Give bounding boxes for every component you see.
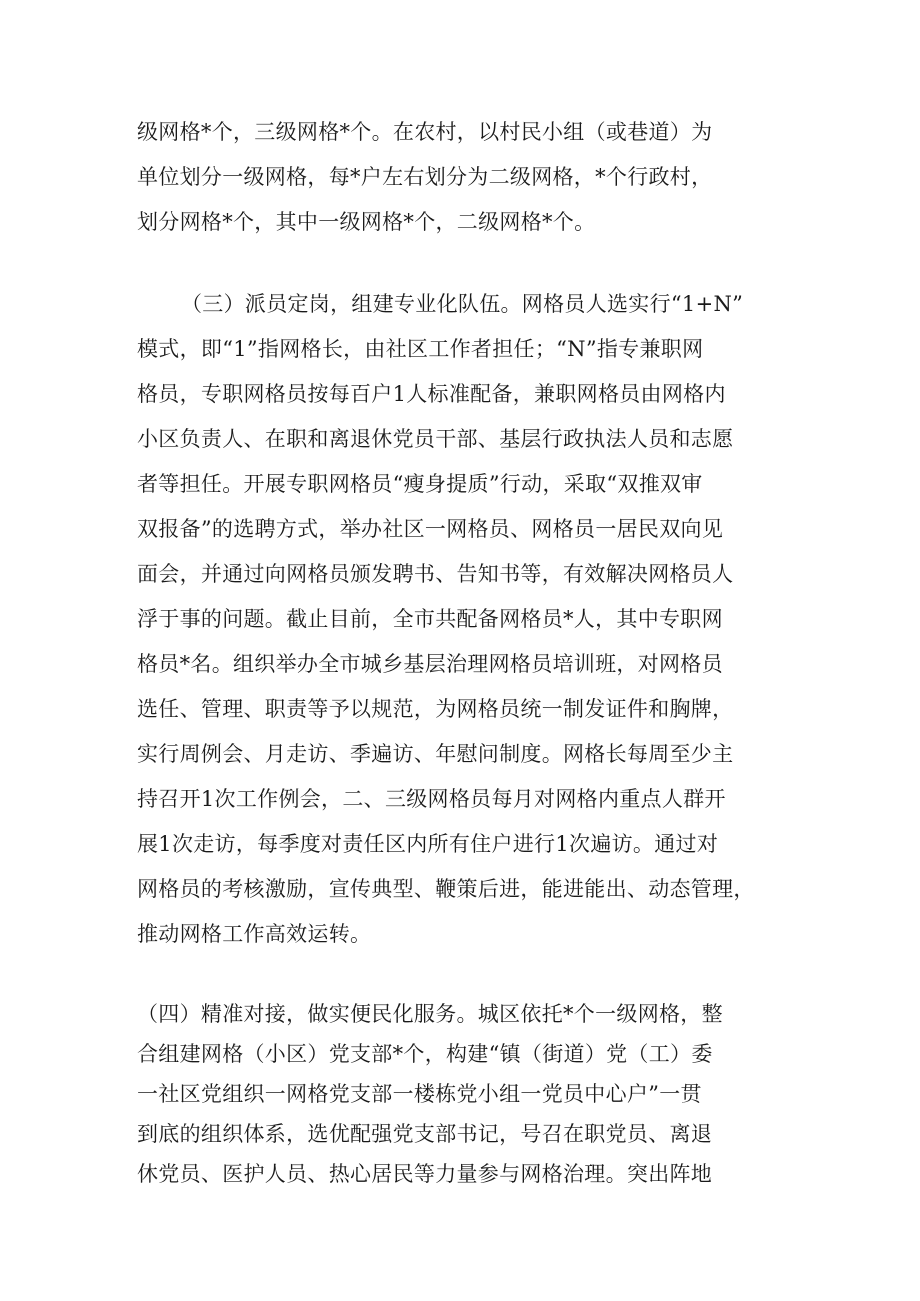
paragraph-line: 格员，专职网格员按每百户1人标准配备，兼职网格员由网格内 [137, 382, 726, 406]
paragraph-line: 单位划分一级网格，每*户左右划分为二级网格，*个行政村， [137, 165, 713, 189]
paragraph-line: 推动网格工作高效运转。 [137, 922, 372, 946]
paragraph-line: 双报备”的选聘方式，举办社区一网格员、网格员一居民双向见 [137, 517, 724, 541]
paragraph-line: 级网格*个，三级网格*个。在农村，以村民小组（或巷道）为 [137, 120, 713, 144]
paragraph-line: （四）精准对接，做实便民化服务。城区依托*个一级网格，整 [137, 1002, 723, 1026]
paragraph-line: 网格员的考核激励，宣传典型、鞭策后进，能进能出、动态管理， [137, 877, 755, 901]
paragraph-line: 划分网格*个，其中一级网格*个，二级网格*个。 [137, 210, 596, 234]
paragraph-line: 持召开1次工作例会，二、三级网格员每月对网格内重点人群开 [137, 787, 726, 811]
paragraph-line: 模式，即“1”指网格长，由社区工作者担任；“N”指专兼职网 [137, 337, 704, 361]
paragraph-line: 到底的组织体系，选优配强党支部书记，号召在职党员、离退 [137, 1122, 713, 1146]
paragraph-line: 选任、管理、职责等予以规范，为网格员统一制发证件和胸牌， [137, 697, 734, 721]
paragraph-line: （三）派员定岗，组建专业化队伍。网格员人选实行“1+N” [181, 292, 744, 316]
paragraph-line: 浮于事的问题。截止目前，全市共配备网格员*人，其中专职网 [137, 607, 723, 631]
paragraph-line: 实行周例会、月走访、季遍访、年慰问制度。网格长每周至少主 [137, 742, 734, 766]
paragraph-line: 格员*名。组织举办全市城乡基层治理网格员培训班，对网格员 [137, 652, 723, 676]
paragraph-line: 小区负责人、在职和离退休党员干部、基层行政执法人员和志愿 [137, 427, 734, 451]
paragraph-line: 合组建网格（小区）党支部*个，构建“镇（街道）党（工）委 [137, 1042, 713, 1066]
paragraph-line: 者等担任。开展专职网格员“瘦身提质”行动，采取“双推双审 [137, 472, 703, 496]
paragraph-line: 一社区党组织一网格党支部一楼栋党小组一党员中心户”一贯 [137, 1082, 702, 1106]
paragraph-line: 面会，并通过向网格员颁发聘书、告知书等，有效解决网格员人 [137, 562, 734, 586]
paragraph-line: 休党员、医护人员、热心居民等力量参与网格治理。突出阵地 [137, 1162, 713, 1186]
paragraph-line: 展1次走访，每季度对责任区内所有住户进行1次遍访。通过对 [137, 832, 719, 856]
